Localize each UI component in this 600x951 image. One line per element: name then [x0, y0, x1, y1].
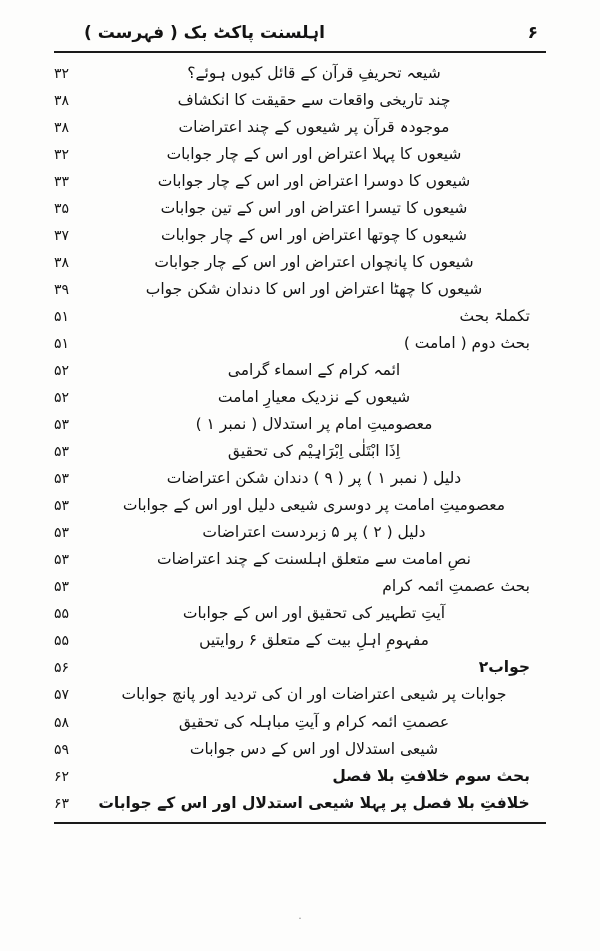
toc-entry-title: معصومیتِ امامت پر دوسری شیعی دلیل اور اس کے جوابات	[122, 496, 506, 514]
toc-entry-title: اِذَا ابْتَلٰی اِبْرَاہِیْم کی تحقیق	[227, 442, 401, 460]
toc-entry-title: چند تاریخی واقعات سے حقیقت کا انکشاف	[177, 91, 451, 109]
toc-entry-title: شیعوں کا چھٹا اعتراض اور اس کا دندان شکن جواب	[145, 280, 483, 298]
toc-entry[interactable]	[54, 574, 546, 600]
toc-entry-page: ۵۲	[54, 390, 70, 406]
toc-entry-title-cell	[88, 601, 546, 626]
toc-entry-page: ۵۸	[54, 715, 70, 731]
toc-entry-page: ۵۳	[54, 417, 70, 433]
toc-entry-title-cell	[88, 466, 546, 491]
toc-entry-title: عصمتِ ائمہ کرام و آیتِ مباہلہ کی تحقیق	[178, 713, 450, 731]
toc-entry-title-cell	[88, 412, 546, 437]
toc-entry[interactable]	[54, 520, 546, 546]
toc-entry-title-cell	[88, 493, 546, 518]
toc-entry-page: ۵۳	[54, 471, 70, 487]
toc-entry-page: ۵۳	[54, 444, 70, 460]
toc-entry-page: ۵۷	[54, 687, 70, 703]
toc-entry[interactable]	[54, 439, 546, 465]
toc-entry-page: ۵۵	[54, 606, 70, 622]
toc-entry-page: ۵۱	[54, 309, 70, 325]
toc-entry-page: ۳۳	[54, 174, 70, 190]
toc-entry-title-cell	[88, 142, 546, 167]
toc-entry-page: ۵۶	[54, 660, 70, 676]
toc-entry-title: شیعوں کا پانچواں اعتراض اور اس کے چار جوابات	[154, 253, 474, 271]
toc-entry-title-cell	[88, 385, 546, 410]
toc-entry-page: ۶۲	[54, 769, 70, 785]
toc-entry[interactable]	[54, 223, 546, 249]
toc-entry-page: ۳۸	[54, 255, 70, 271]
toc-entry-page: ۶۳	[54, 796, 70, 812]
toc-entry-page: ۵۱	[54, 336, 70, 352]
toc-entry-title-cell	[88, 655, 546, 680]
toc-entry[interactable]	[54, 115, 546, 141]
toc-entry[interactable]	[54, 331, 546, 357]
toc-entry-title: شیعوں کے نزدیک معیارِ امامت	[217, 388, 411, 406]
toc-entry-title-cell	[88, 547, 546, 572]
book-title: اہلسنت پاکٹ بک ( فہرست )	[84, 23, 325, 43]
toc-entry-page: ۵۳	[54, 579, 70, 595]
toc-entry-title-cell	[88, 223, 546, 248]
toc-entry-title: جواب۲	[478, 658, 530, 676]
toc-entry-title: دلیل ( نمبر ۱ ) پر ( ۹ ) دندان شکن اعتراضات	[166, 469, 462, 487]
toc-entry-page: ۳۸	[54, 93, 70, 109]
toc-entry-title-cell	[88, 115, 546, 140]
toc-entry[interactable]	[54, 601, 546, 627]
toc-entry-title-cell	[88, 520, 546, 545]
toc-entry-title: شیعوں کا پہلا اعتراض اور اس کے چار جوابات	[166, 145, 462, 163]
toc-entry-page: ۵۳	[54, 525, 70, 541]
toc-entry[interactable]	[54, 628, 546, 654]
toc-entry-page: ۵۳	[54, 552, 70, 568]
toc-entry-title-cell	[88, 439, 546, 464]
toc-entry[interactable]	[54, 385, 546, 411]
toc-entry[interactable]	[54, 710, 546, 736]
toc-entry-title-cell	[88, 61, 546, 86]
toc-entry-title-cell	[88, 304, 546, 329]
toc-entry-title: بحث سوم خلافتِ بلا فصل	[332, 767, 530, 785]
toc-entry-title: شیعوں کا تیسرا اعتراض اور اس کے تین جوابات	[160, 199, 468, 217]
toc-entry[interactable]	[54, 277, 546, 303]
toc-entry-title-cell	[88, 764, 546, 789]
toc-entry[interactable]	[54, 764, 546, 790]
footer-mark: ·	[298, 912, 302, 925]
toc-entry-title-cell	[88, 250, 546, 275]
toc-entry-title-cell	[88, 331, 546, 356]
toc-entry-page: ۵۵	[54, 633, 70, 649]
toc-entry[interactable]	[54, 547, 546, 573]
toc-entry[interactable]	[54, 682, 546, 709]
toc-entry-title-cell	[88, 169, 546, 194]
toc-entry[interactable]	[54, 142, 546, 168]
toc-entry-title: ائمہ کرام کے اسماء گرامی	[227, 361, 401, 379]
toc-entry-title-cell	[88, 682, 546, 707]
toc-entry[interactable]	[54, 196, 546, 222]
toc-entry-title-cell	[88, 791, 546, 816]
toc-entry-page: ۵۹	[54, 742, 70, 758]
toc-entry[interactable]	[54, 493, 546, 519]
toc-entry-title-cell	[88, 628, 546, 653]
toc-entry[interactable]	[54, 358, 546, 384]
toc-entry-title: مفہومِ اہلِ بیت کے متعلق ۶ روایتیں	[199, 631, 429, 649]
toc-entry-page: ۵۲	[54, 363, 70, 379]
toc-entry-title: شیعوں کا دوسرا اعتراض اور اس کے چار جوابات	[157, 172, 471, 190]
toc-entry-title-cell	[88, 574, 546, 599]
toc-entry[interactable]	[54, 61, 546, 87]
toc-entry-page: ۳۲	[54, 147, 70, 163]
toc-entry-title: موجودہ قرآن پر شیعوں کے چند اعتراضات	[178, 118, 450, 136]
footer-divider	[54, 822, 546, 824]
toc-entry-title: آیتِ تطہیر کی تحقیق اور اس کے جوابات	[182, 604, 446, 622]
toc-entry-title: شیعی استدلال اور اس کے دس جوابات	[189, 740, 439, 758]
toc-entry-title: شیعہ تحریفِ قرآن کے قائل کیوں ہوئے؟	[187, 64, 441, 82]
toc-entry-title: بحث عصمتِ ائمہ کرام	[382, 577, 530, 595]
toc-entry-title-cell	[88, 710, 546, 735]
toc-entry[interactable]	[54, 655, 546, 681]
page-header	[40, 22, 560, 43]
toc-entry[interactable]	[54, 737, 546, 763]
toc-entry[interactable]	[54, 791, 546, 818]
toc-entry-title-cell	[88, 88, 546, 113]
toc-entry-title-cell	[88, 737, 546, 762]
toc-entry-title: شیعوں کا چوتھا اعتراض اور اس کے چار جوابات	[161, 226, 467, 244]
toc-entry-page: ۵۳	[54, 498, 70, 514]
toc-entry-title: معصومیتِ امام پر استدلال ( نمبر ۱ )	[195, 415, 433, 433]
table-of-contents	[40, 53, 560, 818]
toc-entry-page: ۳۸	[54, 120, 70, 136]
toc-entry-title: دلیل ( ۲ ) پر ۵ زبردست اعتراضات	[202, 523, 426, 541]
toc-entry-title: جوابات پر شیعی اعتراضات اور ان کی تردید اور پانچ جوابات	[121, 685, 507, 703]
toc-entry-title: بحث دوم ( امامت )	[403, 334, 530, 352]
page-number: ۶	[527, 23, 538, 43]
toc-entry[interactable]	[54, 412, 546, 438]
toc-entry[interactable]	[54, 169, 546, 195]
toc-entry[interactable]	[54, 88, 546, 114]
toc-entry-title-cell	[88, 358, 546, 383]
toc-entry-page: ۳۵	[54, 201, 70, 217]
toc-entry-title: نصِ امامت سے متعلق اہلسنت کے چند اعتراضات	[157, 550, 471, 568]
toc-entry-page: ۳۲	[54, 66, 70, 82]
toc-entry-title-cell	[88, 277, 546, 302]
toc-entry-title-cell	[88, 196, 546, 221]
toc-entry-page: ۳۹	[54, 282, 70, 298]
toc-entry[interactable]	[54, 466, 546, 492]
toc-entry[interactable]	[54, 250, 546, 276]
toc-entry-page: ۳۷	[54, 228, 70, 244]
toc-entry[interactable]	[54, 304, 546, 330]
toc-entry-title: خلافتِ بلا فصل پر پہلا شیعی استدلال اور اس کے جوابات	[98, 794, 530, 812]
toc-entry-title: تکملۃ بحث	[459, 307, 530, 325]
